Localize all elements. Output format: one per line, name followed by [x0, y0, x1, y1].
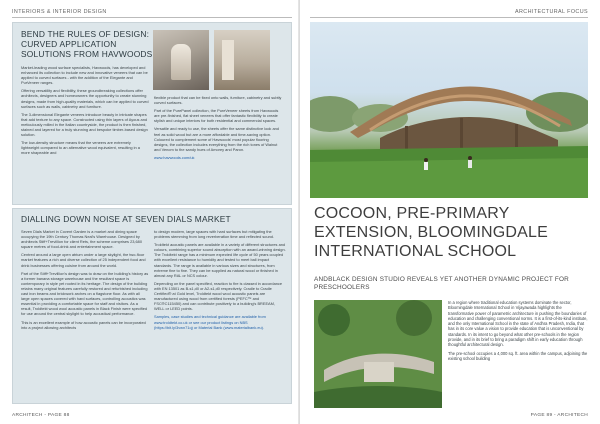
- school-aerial-photo: [314, 300, 442, 408]
- footer-left: ARCHITECH - PAGE 88: [12, 413, 70, 418]
- troldtekt-resources-note[interactable]: Samples, case studies and technical guidance are available from www.troldtekt.co.uk or see our product listings on NBS (https://bit.ly/3vwn71q) or Material Bank (www.materialbank.eu).: [154, 314, 266, 330]
- seven-dials-title: DIALLING DOWN NOISE AT SEVEN DIALS MARKET: [21, 214, 231, 224]
- article-body-column: [448, 300, 588, 364]
- header-rule-right: [310, 17, 588, 18]
- havwoods-title-line-2: CURVED APPLICATION: [21, 39, 117, 49]
- headline-line-2: EXTENSION, BLOOMINGDALE: [314, 224, 548, 241]
- havwoods-title-line-1: BEND THE RULES OF DESIGN:: [21, 29, 150, 39]
- paragraph: In a region where traditional education systems dominate the sector, Bloomingdale International School in Vijayawada highlights the transformative power of parametric architecture in pushing the boundaries of education and challenging conventional norms. It is a first-of-its-kind institute, and the only International School in the state of Andhra Pradesh, India, that has in its core value a vision to provide education that is unconventional by standards. In its intent to go beyond what other pre-schools in the region provide, and in its brief to bring a paradigm shift in early education through thoughtful architectural design.: [448, 300, 588, 348]
- paragraph: Part of the Stiff+Trevillion's design was to draw on the building's history as a former banana storage warehouse and the resultant space is contemporary in style yet rooted in its heritage. The design of the building retains many original features carefully restored and refurbished including cast iron beams and brickwork arches on a flagstone floor. As with all large open spaces covered with hard surfaces, controlling acoustics was essential in providing a comfortable space for staff and visitors. As a result, Troldtekt wood wool acoustic panels in Black Finish were specified for use around the central skylight to help acoustical performance.: [21, 270, 149, 317]
- running-head-right: ARCHITECTURAL FOCUS: [515, 9, 588, 15]
- paragraph: flexible product that can be fixed onto walls, furniture, cabinetry and subtly curved surfaces.: [154, 95, 282, 106]
- interior-veneer-photo: [214, 30, 270, 90]
- havwoods-column-1: [21, 65, 149, 159]
- article-headline: [314, 204, 590, 261]
- paragraph: Offering versatility and flexibility, these groundbreaking collections offer architects, designers and homeowners the opportunity to create stunning designs, made from high-quality materials, which can be applied to curved surfaces such as walls, cabinetry and furniture.: [21, 88, 149, 109]
- havwoods-title: [21, 29, 152, 59]
- seven-dials-column-1: [21, 229, 149, 333]
- paragraph: Centred around a large open atrium under a large skylight, the two-floor market features a rich and diverse collection of 25 independent food and drink businesses offering cuisine from around the world.: [21, 252, 146, 268]
- curved-veneer-photo: [153, 30, 209, 90]
- paragraph: Market-leading wood surface specialists, Havwoods, has developed and enhanced its collection to include new and innovative veneers that can be applied to curved surfaces - with the addition of the Elegante and PurVeneer ranges.: [21, 65, 148, 86]
- paragraph: Depending on the panel specified, reaction to fire is classed in accordance with EN 13501 as B-s1,d0 or A2-s1,d0 respectively. Cradle to Cradle Certified® at Gold level, Troldtekt wood wool acoustic panels are manufactured using wood from certified forests (PEFC™ and FSC®C115450) and can contribute positively to a building's BREEAM, WELL or LEED points.: [154, 280, 283, 312]
- paragraph: Versatile and ready to use, the sheets offer the same distinctive look and feel as solid wood but are a more affordable and time-saving option. Coloured to complement some of Havwoods' most popular flooring designs, the collection includes everything from the rich tones of Walnut and Venom to the sandy hues of Amorey and Paron.: [154, 126, 279, 152]
- headline-line-1: COCOON, PRE-PRIMARY: [314, 205, 510, 222]
- paragraph: Part of the PurePanel collection, the PureVeneer sheets from Havwoods are pre-finished, flat sheet veneers that offer fantastic flexibility to create stylish and unique interiors for both residential and commercial spaces.: [154, 108, 279, 124]
- footer-right: PAGE 89 - ARCHITECH: [530, 413, 588, 418]
- seven-dials-column-2: [154, 229, 286, 333]
- paragraph: The pre-school occupies a 4,000 sq. ft. area within the campus, adjoining the existing school building: [448, 350, 588, 361]
- paragraph: Seven Dials Market in Covent Garden is a market and dining space occupying the 19th Century Thomas Neal's Warehouse. Designed by architects Stiff+Trevillion for client Rets, the scheme comprises 23,680 square metres of food-drink and entertainment space.: [21, 229, 142, 250]
- running-head-left: INTERIORS & INTERIOR DESIGN: [12, 9, 107, 15]
- havwoods-link[interactable]: www.havwoods.com/uk: [154, 154, 195, 160]
- havwoods-column-2: [154, 95, 282, 163]
- paragraph: to design modern, large spaces with hard surfaces but mitigating the problems stemming from long reverberation time and reflected sound.: [154, 229, 275, 240]
- havwoods-title-line-3: SOLUTIONS FROM HAVWOODS: [21, 49, 153, 59]
- article-standfirst: ANDBLACK DESIGN STUDIO REVEALS YET ANOTHER DYNAMIC PROJECT FOR PRESCHOOLERS: [314, 276, 569, 291]
- paragraph: Troldtekt acoustic panels are available in a variety of different structures and colours, combining superior sound absorption with an award-winning design. The Troldtekt range has a minimum expected life cycle of 50 years coupled with excellent resistance to humidity and tested to meet ball impact standards. The range is available in various sizes and structures, from extreme fine to fine. They can be supplied as natural wood or finished in almost any RAL or NCS colour.: [154, 242, 286, 278]
- paragraph: This is an excellent example of how acoustic panels can be incorporated into a project allowing architects: [21, 319, 146, 330]
- header-rule: [12, 17, 292, 18]
- paragraph: The 3-dimensional Elegante veneers introduce beauty in intricate shapes that add texture to any space. Constructed using thin layers of Ayous and meticulously milled in the Italian countryside, the product is then finished, stained and layered for a truly stunning and bespoke timber-based design solution.: [21, 111, 148, 138]
- paragraph: The low-density structure means that the veneers are extremely lightweight compared to an alternative wood equivalent, resulting in a more shapeable and: [21, 140, 140, 156]
- cocoon-school-hero-photo: [310, 22, 588, 198]
- headline-line-3: INTERNATIONAL SCHOOL: [314, 243, 517, 260]
- cocoon-structure-illustration: [310, 22, 588, 198]
- school-garden-illustration: [314, 300, 442, 408]
- seven-dials-article-box: [12, 208, 292, 404]
